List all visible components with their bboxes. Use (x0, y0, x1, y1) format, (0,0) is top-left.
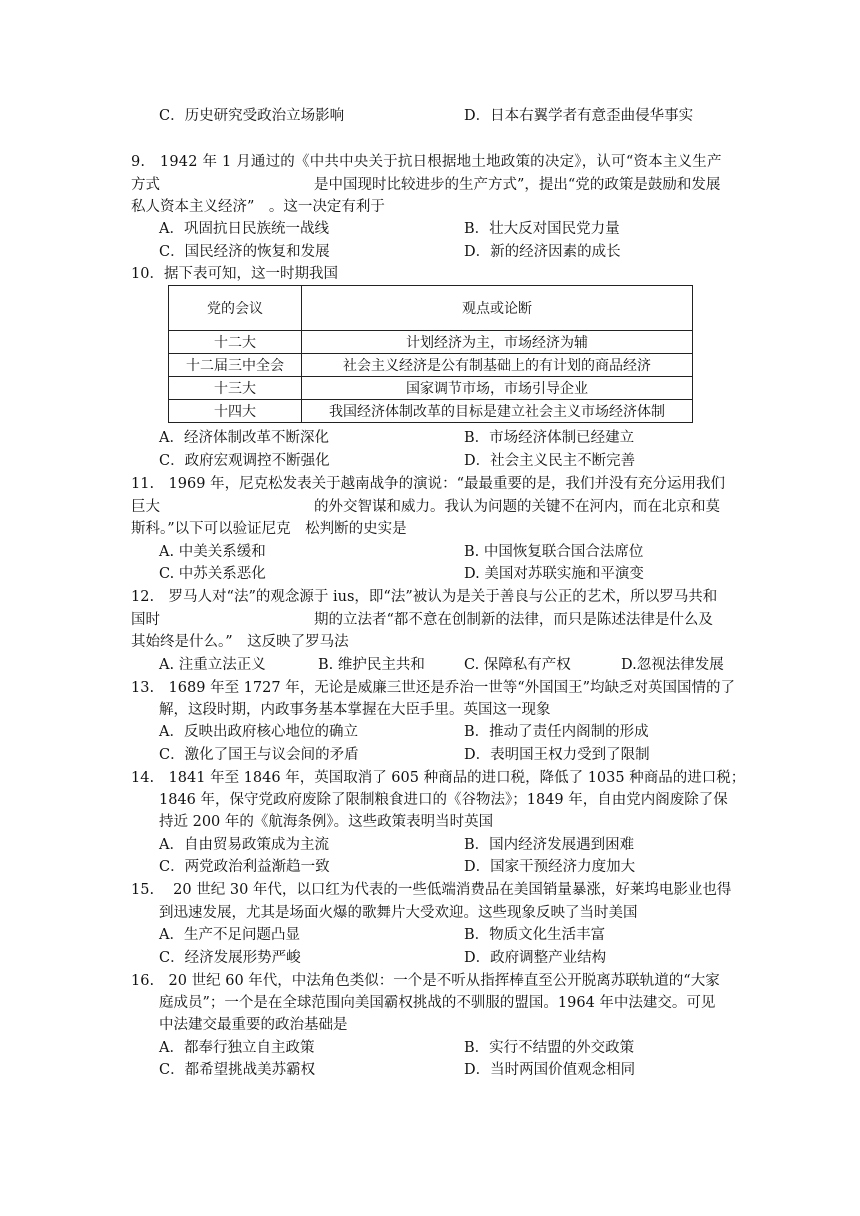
q15-option-c: C．经济发展形势严峻 (159, 950, 301, 966)
q11-option-c: C. 中苏关系恶化 (159, 566, 266, 582)
q14-stem-line3: 持近 200 年的《航海条例》。这些政策表明当时英国 (159, 814, 494, 830)
q15-stem-line2: 到迅速发展，尤其是场面火爆的歌舞片大受欢迎。这些现象反映了当时美国 (159, 905, 638, 921)
q14-option-a: A．自由贸易政策成为主流 (159, 837, 329, 853)
q9-stem-line2b: 是中国现时比较进步的生产方式”，提出“党的政策是鼓励和发展 (314, 177, 721, 193)
table-cell: 十三大 (169, 377, 302, 400)
q11-stem-line1: 11. 1969 年，尼克松发表关于越南战争的演说：“最最重要的是，我们并没有充分运用我们 (131, 476, 725, 492)
q13-option-a: A．反映出政府核心地位的确立 (159, 724, 358, 740)
q12-stem-line2b: 期的立法者“都不意在创制新的法律，而只是陈述法律是什么及 (314, 612, 713, 628)
table-cell: 十四大 (169, 400, 302, 423)
q13-stem-line1: 13. 1689 年至 1727 年，无论是威廉三世还是乔治一世等“外国国王”均缺乏对英国国情的了 (131, 680, 736, 696)
q10-option-c: C．政府宏观调控不断强化 (159, 453, 330, 469)
q11-option-d: D. 美国对苏联实施和平演变 (464, 566, 644, 582)
table-row (169, 400, 693, 423)
q15-option-a: A．生产不足问题凸显 (159, 927, 300, 943)
q10-table (168, 285, 693, 423)
table-row (169, 354, 693, 377)
q15-option-d: D．政府调整产业结构 (464, 950, 607, 966)
q13-stem-line2: 解，这段时期，内政事务基本掌握在大臣手里。英国这一现象 (159, 702, 551, 718)
q11-stem-line3: 斯科。”以下可以验证尼克 松判断的史实是 (131, 521, 407, 537)
q15-stem-line1: 15. 20 世纪 30 年代，以口红为代表的一些低端消费品在美国销量暴涨，好莱坞电影业也得 (131, 882, 732, 898)
table-header-cell: 党的会议 (169, 286, 302, 331)
q16-stem-line1: 16. 20 世纪 60 年代，中法角色类似：一个是不听从指挥棒直至公开脱离苏联轨道的“大家 (131, 973, 720, 989)
q11-stem-line2a: 巨大 (131, 499, 160, 515)
table-cell: 社会主义经济是公有制基础上的有计划的商品经济 (302, 354, 693, 377)
table-row (169, 377, 693, 400)
q14-option-b: B．国内经济发展遇到困难 (464, 837, 635, 853)
q12-option-c: C. 保障私有产权 (464, 657, 571, 673)
q8-option-c: C．历史研究受政治立场影响 (159, 108, 345, 124)
q14-stem-line1: 14. 1841 年至 1846 年，英国取消了 605 种商品的进口税，降低了 1035 种商品的进口税； (131, 770, 746, 786)
table-cell: 十二届三中全会 (169, 354, 302, 377)
q12-stem-line2a: 国时 (131, 612, 160, 628)
q14-stem-line2: 1846 年，保守党政府废除了限制粮食进口的《谷物法》；1849 年，自由党内阁废除了保 (159, 792, 728, 808)
table-header-cell: 观点或论断 (302, 286, 693, 331)
q16-stem-line3: 中法建交最重要的政治基础是 (159, 1017, 348, 1033)
table-row (169, 331, 693, 354)
q9-stem-line3: 私人资本主义经济” 。这一决定有利于 (131, 199, 385, 215)
q9-stem-line2a: 方式 (131, 177, 160, 193)
table-cell: 国家调节市场，市场引导企业 (302, 377, 693, 400)
q16-option-a: A．都奉行独立自主政策 (159, 1040, 315, 1056)
q14-option-d: D．国家干预经济力度加大 (464, 859, 636, 875)
q10-option-d: D．社会主义民主不断完善 (464, 453, 636, 469)
table-cell: 我国经济体制改革的目标是建立社会主义市场经济体制 (302, 400, 693, 423)
q10-option-b: B．市场经济体制已经建立 (464, 430, 635, 446)
q16-stem-line2: 庭成员”；一个是在全球范围向美国霸权挑战的不驯服的盟国。1964 年中法建交。可见 (159, 995, 716, 1011)
q12-stem-line1: 12. 罗马人对“法”的观念源于 ius，即“法”被认为是关于善良与公正的艺术，所以罗马共和 (131, 589, 718, 605)
table-header-row (169, 286, 693, 331)
q11-stem-line2b: 的外交智谋和威力。我认为问题的关键不在河内，而在北京和莫 (314, 499, 720, 515)
q16-option-c: C．都希望挑战美苏霸权 (159, 1062, 316, 1078)
q15-option-b: B．物质文化生活丰富 (464, 927, 606, 943)
q9-option-c: C．国民经济的恢复和发展 (159, 244, 330, 260)
q10-stem: 10．据下表可知，这一时期我国 (131, 266, 338, 282)
q9-stem-line1: 9. 1942 年 1 月通过的《中共中央关于抗日根据地土地政策的决定》，认可“资本主义生产 (131, 154, 722, 170)
q13-option-d: D．表明国王权力受到了限制 (464, 747, 650, 763)
q12-stem-line3: 其始终是什么。” 这反映了罗马法 (131, 634, 349, 650)
q16-option-b: B．实行不结盟的外交政策 (464, 1040, 635, 1056)
q11-option-b: B. 中国恢复联合国合法席位 (464, 544, 644, 560)
q16-option-d: D．当时两国价值观念相同 (464, 1062, 636, 1078)
q12-option-b: B. 维护民主共和 (318, 657, 425, 673)
q9-option-a: A．巩固抗日民族统一战线 (159, 221, 329, 237)
q12-option-d: D.忽视法律发展 (621, 657, 724, 673)
table-cell: 计划经济为主，市场经济为辅 (302, 331, 693, 354)
q11-option-a: A. 中美关系缓和 (159, 544, 266, 560)
q9-option-d: D．新的经济因素的成长 (464, 244, 621, 260)
table-cell: 十二大 (169, 331, 302, 354)
q13-option-b: B．推动了责任内阁制的形成 (464, 724, 649, 740)
q12-option-a: A. 注重立法正义 (159, 657, 266, 673)
q9-option-b: B．壮大反对国民党力量 (464, 221, 620, 237)
q14-option-c: C．两党政治利益渐趋一致 (159, 859, 330, 875)
q8-option-d: D．日本右翼学者有意歪曲侵华事实 (464, 108, 694, 124)
q13-option-c: C．激化了国王与议会间的矛盾 (159, 747, 359, 763)
q10-option-a: A．经济体制改革不断深化 (159, 430, 329, 446)
